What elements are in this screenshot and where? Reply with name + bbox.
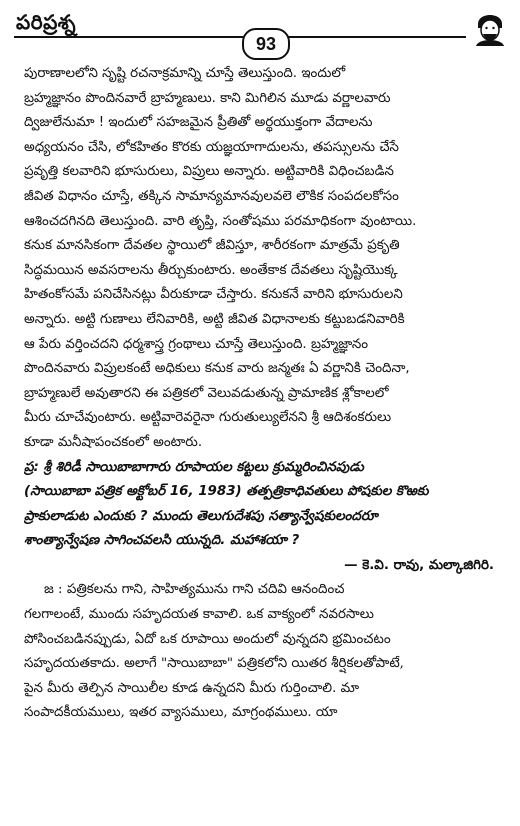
body-line: జీవిత విధానం చూస్తే, తక్కిన సామాన్యమానవులవలె లౌకిక సంపదలకోసం [24, 188, 399, 204]
question-line: ప్రాకులాడుట ఎందుకు ? ముందు తెలుగుదేశపు సత్యాన్వేషకులందరూ [24, 508, 378, 524]
body-line: ఆ పేరు వర్తించదని ధర్మశాస్త్ర గ్రంథాలు చూస్తే తెలుస్తుంది. బ్రహ్మజ్ఞానం [24, 336, 369, 352]
page-number: 93 [242, 28, 290, 60]
body-line: ప్రవృత్తి కలవారిని భూసురులు, విప్రులు అన్నారు. అట్టివారికి విధించబడిన [24, 164, 394, 180]
answer-line: గలగాలంటే, ముందు సహృదయత కావాలి. ఒక వాక్యంలో నవరసాలు [24, 607, 374, 623]
body-line: హితంకోసమే పనిచేసినట్లు వీరుకూడా చేస్తారు. కనుకనే వారిని భూసురులని [24, 287, 403, 303]
page-header [14, 6, 510, 60]
body-line: ద్విజులేనుమా ! ఇందులో సహజమైన ప్రీతితో అర్థయుక్తంగా వేదాలను [24, 115, 373, 131]
page-body [24, 62, 498, 726]
question-block [24, 456, 498, 554]
body-line: పురాణాలలోని సృష్టి రచనాక్రమాన్ని చూస్తే తెలుస్తుంది. ఇందులో [24, 66, 346, 81]
body-line: ఆశించదగినది తెలుస్తుంది. వారి తృప్తి, సంతోషము పరమాధికంగా వుంటాయి. [24, 213, 417, 229]
body-line: పొందినవారు విప్రులకంటే అధికులు కనుక వారు జన్మతః ఏ వర్ణానికి చెందినా, [24, 361, 410, 377]
answer-block [24, 578, 498, 726]
question-line: ప్ర: శ్రీ శిరిడీ సాయిబాబాగారు రూపాయల కట్టలు క్రుమ్మరించినపుడు [24, 459, 364, 475]
body-line: మీరు చూచేవుంటారు. అట్టివారెవరైనా గురుతుల్యులేనని శ్రీ ఆదిశంకరులు [24, 410, 392, 426]
answer-line: జ : పత్రికలను గాని, సాహిత్యమును గాని చదివి ఆనందించ [44, 582, 345, 598]
header-rule [14, 36, 466, 38]
body-line: అన్నారు. అట్టి గుణాలు లేనివారికి, అట్టి జీవిత విధానాలకు కట్టుబడనివారికి [24, 311, 405, 327]
body-line: బ్రహ్మజ్ఞానం పొందినవారే బ్రాహ్మణులు. కాని మిగిలిన మూడు వర్ణాలవారు [24, 90, 391, 106]
body-line: కనుక మానసికంగా దేవతల స్థాయిలో జీవిస్తూ, శారీరకంగా మాత్రమే ప్రకృతి [24, 238, 400, 254]
sai-baba-portrait-icon [472, 6, 508, 46]
body-line: కూడా మనీషాపంచకంలో అంటారు. [24, 434, 203, 450]
body-line: అధ్యయనం చేసి, లోకహితం కొరకు యజ్ఞయాగాదులను, తపస్సులను చేసే [24, 139, 399, 155]
answer-line: సంపాదకీయములు, ఇతర వ్యాసములు, మాగ్రంథములు. యా [24, 705, 338, 721]
question-line: (సాయిబాబా పత్రిక అక్టోబర్ 16, 1983) తత్పత్రికాధివతులు పోషకుల కొఱకు [24, 484, 429, 500]
question-line: శాంత్యాన్వేషణ సాగించవలసి యున్నది. మహాశయా ? [24, 533, 300, 549]
question-signature: — కె.వి. రావు, మల్కాజిగిరి. [344, 557, 494, 573]
running-title: పరిప్రశ్న [16, 10, 77, 34]
body-line: బ్రాహ్మణులే అవుతారని ఈ పత్రికలో వెలువడుతున్న ప్రామాణిక శ్లోకాలలో [24, 385, 389, 401]
body-line: సిద్ధమయిన అవసరాలను తీర్చుకుంటారు. అంతేకాక దేవతలు సృష్టియొక్క [24, 262, 398, 278]
body-paragraph [24, 62, 498, 456]
answer-line: సహృదయతకాదు. అలాగే "సాయిబాబా" పత్రికలోని యితర శీర్షికలతోపాటే, [24, 656, 404, 672]
answer-line: పోసించబడినప్పుడు, ఏదో ఒక రూపాయి అందులో వున్నదని భ్రమించటం [24, 631, 391, 647]
answer-line: పైన మీరు తెల్పిన సాయిలీల కూడ ఉన్నదని మీరు గుర్తించాలి. మా [24, 680, 360, 696]
